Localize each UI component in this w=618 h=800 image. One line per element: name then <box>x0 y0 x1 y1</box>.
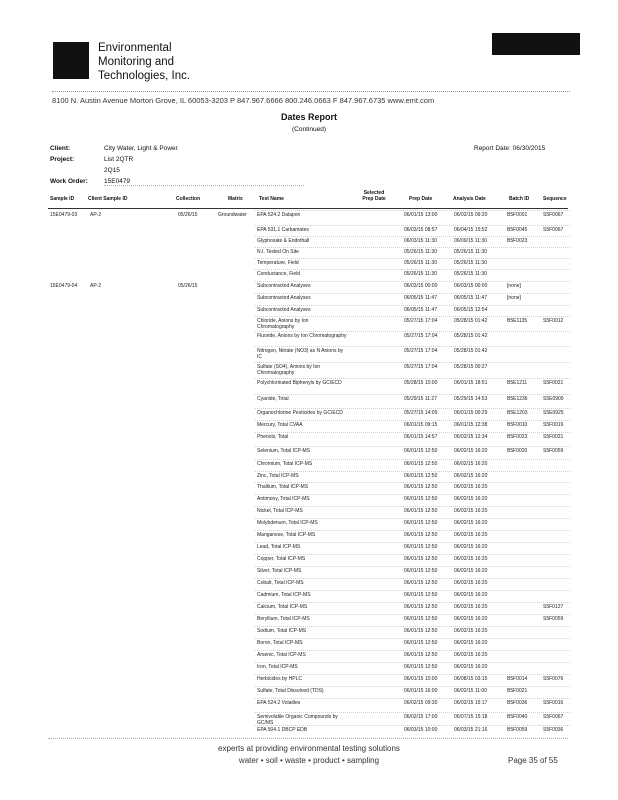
col-collection: Collection <box>176 196 201 202</box>
table-cell-analysis: 06/01/15 00:29 <box>454 410 488 416</box>
table-row-divider <box>255 420 570 421</box>
table-cell-test: Arsenic, Total ICP-MS <box>257 652 306 658</box>
table-cell-prep: 06/01/15 12:50 <box>404 664 438 670</box>
table-cell-test: N.I. Tested On Site <box>257 249 299 255</box>
table-cell-prep: 06/01/15 12:50 <box>404 592 438 598</box>
table-cell-prep: 06/02/15 09:30 <box>404 700 438 706</box>
company-name-line-3: Technologies, Inc. <box>98 70 191 82</box>
table-cell-test: Semivolatile Organic Compounds by GC/MS <box>257 714 338 726</box>
table-cell-prep: 05/26/15 11:30 <box>404 260 437 266</box>
table-cell-prep: 06/01/15 14:57 <box>404 434 438 440</box>
table-cell-test: Fluoride, Anions by Ion Chromatography <box>257 333 347 339</box>
table-cell-seq: S5E0909 <box>543 396 564 402</box>
project-label: Project: <box>50 156 75 163</box>
table-row-divider <box>255 362 570 363</box>
table-cell-prep: 05/27/15 17:04 <box>404 333 438 339</box>
col-batch-id: Batch ID <box>509 196 530 202</box>
table-row-divider <box>255 506 570 507</box>
table-cell-test: Subcontracted Analyses <box>257 307 311 313</box>
col-selected-prep-date: Selected Prep Date <box>362 190 386 202</box>
table-cell-batch: B5F0036 <box>507 700 528 706</box>
table-cell-analysis: 06/05/15 12:54 <box>454 307 488 313</box>
table-cell-test: Cobalt, Total ICP-MS <box>257 580 304 586</box>
table-cell-batch: B5E1203 <box>507 410 528 416</box>
table-cell-seq: S5F0021 <box>543 380 564 386</box>
table-cell-test: EPA 531.1 Carbamates <box>257 227 309 233</box>
report-title: Dates Report <box>280 112 337 122</box>
table-row-divider <box>255 590 570 591</box>
table-row-divider <box>255 725 570 726</box>
table-cell-collection: 05/26/15 <box>178 283 198 289</box>
table-cell-batch: B5F0023 <box>507 238 528 244</box>
table-cell-batch: [none] <box>507 283 521 289</box>
table-cell-prep: 05/27/15 17:04 <box>404 364 438 370</box>
table-cell-test: Chloride, Anions by Ion Chromatography <box>257 318 309 330</box>
table-cell-prep: 06/05/15 11:47 <box>404 307 437 313</box>
table-row-divider <box>255 471 570 472</box>
table-cell-sample-id: 15E0479-04 <box>50 283 78 289</box>
table-row-divider <box>255 482 570 483</box>
table-cell-seq: S5F0016 <box>543 700 564 706</box>
table-cell-prep: 05/28/15 10:00 <box>404 380 438 386</box>
table-row-divider <box>255 378 570 379</box>
table-cell-test: Sodium, Total ICP-MS <box>257 628 307 634</box>
table-cell-prep: 06/01/15 12:50 <box>404 556 438 562</box>
table-cell-analysis: 06/05/15 11:47 <box>454 295 487 301</box>
table-row-divider <box>255 281 570 282</box>
table-cell-prep: 06/01/15 12:50 <box>404 580 438 586</box>
table-cell-test: Calcium, Total ICP-MS <box>257 604 308 610</box>
table-cell-test: Phenols, Total <box>257 434 289 440</box>
table-cell-test: Zinc, Total ICP-MS <box>257 473 299 479</box>
table-row-divider <box>255 662 570 663</box>
work-order-divider <box>104 185 304 186</box>
table-row-divider <box>255 446 570 447</box>
table-cell-analysis: 05/26/15 11:30 <box>454 260 487 266</box>
work-order-label: Work Order: <box>50 178 88 185</box>
table-cell-batch: B5E1135 <box>507 318 528 324</box>
table-cell-test: Sulfate (SO4), Anions by Ion Chromatography <box>257 364 321 376</box>
table-cell-test: EPA 524.2 Dalapon <box>257 212 301 218</box>
table-cell-prep: 06/01/15 12:50 <box>404 616 438 622</box>
table-cell-analysis: 06/02/15 16:20 <box>454 508 488 514</box>
table-cell-batch: B5F0010 <box>507 422 528 428</box>
table-cell-analysis: 06/01/15 18:51 <box>454 380 488 386</box>
table-cell-analysis: 06/02/15 16:20 <box>454 652 488 658</box>
table-cell-prep: 05/26/15 11:30 <box>404 271 437 277</box>
table-row-divider <box>255 494 570 495</box>
table-cell-test: Lead, Total ICP-MS <box>257 544 301 550</box>
col-matrix: Matrix <box>228 196 243 202</box>
table-row-divider <box>255 712 570 713</box>
table-row-divider <box>255 530 570 531</box>
table-cell-prep: 06/03/15 08:57 <box>404 227 438 233</box>
table-cell-analysis: 06/07/15 15:18 <box>454 714 488 720</box>
report-subtitle: (Continued) <box>292 126 326 133</box>
table-cell-test: Manganese, Total ICP-MS <box>257 532 316 538</box>
table-cell-seq: S5F0059 <box>543 448 564 454</box>
table-cell-test: Selenium, Total ICP-MS <box>257 448 310 454</box>
work-order-value: 15E0479 <box>104 178 131 185</box>
table-cell-seq: S5F0067 <box>543 212 564 218</box>
table-row-divider <box>255 236 570 237</box>
report-date-value: 06/30/2015 <box>512 145 546 152</box>
table-cell-test: Sulfate, Total Dissolved (TDS) <box>257 688 324 694</box>
table-cell-client-sample-id: AP-2 <box>90 212 102 218</box>
col-sample-id: Sample ID <box>50 196 75 202</box>
table-cell-seq: S5F0067 <box>543 227 564 233</box>
company-name-line-1: Environmental <box>98 42 172 54</box>
table-cell-prep: 06/05/15 11:47 <box>404 295 437 301</box>
table-cell-test: Beryllium, Total ICP-MS <box>257 616 310 622</box>
table-row-divider <box>255 578 570 579</box>
table-cell-analysis: 06/03/15 21:16 <box>454 727 488 733</box>
table-cell-test: Subcontracted Analyses <box>257 283 311 289</box>
table-row-divider <box>255 331 570 332</box>
table-cell-test: Chromium, Total ICP-MS <box>257 461 313 467</box>
table-cell-analysis: 06/04/15 15:52 <box>454 227 488 233</box>
table-cell-analysis: 06/02/15 09:20 <box>454 212 488 218</box>
table-cell-seq: S5F0067 <box>543 714 564 720</box>
table-cell-matrix: Groundwater <box>218 212 247 218</box>
table-cell-analysis: 06/02/15 16:20 <box>454 556 488 562</box>
client-label: Client: <box>50 145 71 152</box>
table-cell-prep: 06/01/15 12:50 <box>404 532 438 538</box>
table-cell-prep: 06/01/15 12:50 <box>404 628 438 634</box>
table-cell-test: Thallium, Total ICP-MS <box>257 484 309 490</box>
table-row-divider <box>255 518 570 519</box>
table-cell-analysis: 06/02/15 16:20 <box>454 532 488 538</box>
table-row-divider <box>255 394 570 395</box>
table-cell-prep: 06/01/15 12:50 <box>404 448 438 454</box>
table-cell-analysis: 06/01/15 12:38 <box>454 422 488 428</box>
table-cell-analysis: 06/02/15 16:20 <box>454 520 488 526</box>
table-row-divider <box>255 698 570 699</box>
table-cell-analysis: 06/02/15 16:20 <box>454 604 488 610</box>
table-cell-analysis: 06/02/15 16:20 <box>454 592 488 598</box>
table-cell-analysis: 06/02/15 16:20 <box>454 568 488 574</box>
table-cell-seq: S5F0076 <box>543 676 564 682</box>
table-cell-analysis: 06/02/15 12:34 <box>454 434 488 440</box>
table-cell-batch: B5F0020 <box>507 448 528 454</box>
table-cell-analysis: 06/02/15 16:20 <box>454 580 488 586</box>
table-row-divider <box>255 566 570 567</box>
table-cell-test: EPA 524.2 Volatiles <box>257 700 301 706</box>
table-cell-prep: 06/01/15 12:50 <box>404 496 438 502</box>
table-cell-test: Silver, Total ICP-MS <box>257 568 302 574</box>
table-cell-prep: 05/27/15 17:04 <box>404 348 438 354</box>
table-cell-analysis: 06/02/15 16:20 <box>454 473 488 479</box>
col-client-sample-id: Client Sample ID <box>88 196 128 202</box>
table-cell-prep: 06/03/15 10:00 <box>404 727 438 733</box>
table-row-divider <box>255 305 570 306</box>
header-divider <box>48 208 568 209</box>
table-cell-analysis: 06/02/15 16:20 <box>454 484 488 490</box>
table-row-divider <box>255 408 570 409</box>
table-cell-prep: 06/01/15 12:50 <box>404 508 438 514</box>
table-cell-prep: 06/01/15 13:00 <box>404 212 438 218</box>
table-cell-batch: B5E1236 <box>507 396 528 402</box>
table-row-divider <box>255 602 570 603</box>
page-number: Page 35 of 55 <box>508 756 558 765</box>
table-cell-prep: 05/29/15 11:27 <box>404 396 437 402</box>
table-cell-batch: B5F0001 <box>507 212 528 218</box>
table-cell-prep: 06/01/15 12:50 <box>404 604 438 610</box>
table-cell-analysis: 05/28/15 00:27 <box>454 364 488 370</box>
table-cell-batch: B5F0045 <box>507 227 528 233</box>
company-address: 8100 N. Austin Avenue Morton Grove, IL 60053-3203 P 847.967.6666 800.246.0663 F 847.967.6735 www.emt.com <box>52 96 435 105</box>
table-cell-analysis: 06/02/15 16:20 <box>454 544 488 550</box>
footer-services: water • soil • waste • product • sampling <box>238 756 380 765</box>
table-row-divider <box>255 316 570 317</box>
table-cell-prep: 06/01/15 12:50 <box>404 473 438 479</box>
client-value: City Water, Light & Power <box>104 145 178 152</box>
table-cell-prep: 05/27/15 14:05 <box>404 410 438 416</box>
table-cell-prep: 06/01/15 12:50 <box>404 652 438 658</box>
table-cell-test: Iron, Total ICP-MS <box>257 664 298 670</box>
table-row-divider <box>255 269 570 270</box>
table-cell-test: Nitrogen, Nitrate (NO3) as N Anions by IC <box>257 348 344 360</box>
table-cell-test: Boron, Total ICP-MS <box>257 640 303 646</box>
table-cell-test: Mercury, Total CVAA <box>257 422 303 428</box>
table-cell-test: Copper, Total ICP-MS <box>257 556 306 562</box>
col-analysis-date: Analysis Date <box>453 196 486 202</box>
table-cell-test: Molybdenum, Total ICP-MS <box>257 520 318 526</box>
table-cell-prep: 06/01/15 12:50 <box>404 640 438 646</box>
table-row-divider <box>255 542 570 543</box>
table-cell-analysis: 06/02/15 16:20 <box>454 628 488 634</box>
report-date-label: Report Date: <box>474 145 511 152</box>
table-cell-analysis: 06/02/15 11:00 <box>454 688 487 694</box>
table-cell-seq: S5F0019 <box>543 422 564 428</box>
table-row-divider <box>255 638 570 639</box>
footer-divider <box>48 738 568 739</box>
col-prep-date: Prep Date <box>409 196 433 202</box>
table-cell-seq: S5E0925 <box>543 410 564 416</box>
table-cell-analysis: 05/26/15 11:30 <box>454 249 487 255</box>
table-cell-analysis: 05/28/15 01:42 <box>454 318 488 324</box>
table-cell-prep: 06/01/15 12:50 <box>404 484 438 490</box>
table-row-divider <box>255 459 570 460</box>
table-cell-batch: B5F0023 <box>507 434 528 440</box>
table-cell-prep: 06/01/15 12:50 <box>404 568 438 574</box>
table-cell-collection: 05/26/15 <box>178 212 198 218</box>
table-cell-batch: B5F0059 <box>507 727 528 733</box>
table-row-divider <box>255 346 570 347</box>
table-cell-analysis: 06/02/15 16:20 <box>454 461 488 467</box>
table-cell-client-sample-id: AP-2 <box>90 283 102 289</box>
table-cell-prep: 06/01/15 12:50 <box>404 544 438 550</box>
address-divider <box>52 91 570 92</box>
table-cell-analysis: 05/28/15 01:42 <box>454 333 488 339</box>
table-cell-prep: 06/03/15 11:30 <box>404 238 437 244</box>
table-cell-test: Nickel, Total ICP-MS <box>257 508 303 514</box>
table-cell-test: EPA 504.1 DBCP EDB <box>257 727 308 733</box>
table-cell-batch: B5F0040 <box>507 714 528 720</box>
table-cell-seq: S5F0036 <box>543 727 564 733</box>
table-cell-analysis: 05/29/15 14:53 <box>454 396 488 402</box>
footer-tagline: experts at providing environmental testing solutions <box>218 744 400 753</box>
table-row-divider <box>255 210 570 211</box>
table-cell-batch: [none] <box>507 295 521 301</box>
table-cell-analysis: 06/02/15 16:20 <box>454 640 488 646</box>
table-cell-batch: B5F0021 <box>507 688 528 694</box>
project-value-2: 2Q15 <box>104 167 120 174</box>
table-cell-prep: 06/01/15 09:15 <box>404 422 438 428</box>
table-cell-seq: S5F0059 <box>543 616 564 622</box>
table-cell-prep: 06/01/15 10:00 <box>404 676 438 682</box>
table-cell-test: Cadmium, Total ICP-MS <box>257 592 311 598</box>
table-cell-analysis: 06/09/15 11:30 <box>454 238 487 244</box>
table-row-divider <box>255 614 570 615</box>
table-cell-seq: S5F0127 <box>543 604 564 610</box>
col-sequence: Sequence <box>543 196 567 202</box>
table-cell-test: Conductance, Field <box>257 271 301 277</box>
table-cell-analysis: 06/03/15 00:00 <box>454 283 488 289</box>
table-cell-sample-id: 15E0479-03 <box>50 212 78 218</box>
table-row-divider <box>255 247 570 248</box>
table-row-divider <box>255 293 570 294</box>
table-cell-prep: 06/01/15 12:50 <box>404 520 438 526</box>
table-row-divider <box>255 650 570 651</box>
table-cell-prep: 06/01/15 16:00 <box>404 688 438 694</box>
company-name-line-2: Monitoring and <box>98 56 175 68</box>
table-cell-batch: B5F0014 <box>507 676 528 682</box>
table-cell-test: Herbicides by HPLC <box>257 676 303 682</box>
table-cell-test: Cyanide, Total <box>257 396 289 402</box>
table-cell-analysis: 06/02/15 16:20 <box>454 496 488 502</box>
table-cell-seq: S5F0012 <box>543 318 564 324</box>
table-cell-batch: B5E1211 <box>507 380 528 386</box>
project-value-1: List 2QTR <box>104 156 134 163</box>
table-cell-test: Temperature, Field <box>257 260 299 266</box>
table-cell-analysis: 06/02/15 16:20 <box>454 616 488 622</box>
table-cell-test: Glyphosate & Endothall <box>257 238 310 244</box>
table-cell-prep: 06/01/15 12:50 <box>404 461 438 467</box>
table-row-divider <box>255 674 570 675</box>
table-row-divider <box>255 626 570 627</box>
table-row-divider <box>255 225 570 226</box>
redaction-bar <box>492 33 580 55</box>
table-cell-prep: 06/02/15 17:00 <box>404 714 438 720</box>
table-cell-test: Antimony, Total ICP-MS <box>257 496 310 502</box>
report-date <box>474 145 545 152</box>
table-row-divider <box>255 258 570 259</box>
table-cell-test: Polychlorinated Biphenyls by GC/ECD <box>257 380 342 386</box>
table-cell-analysis: 06/08/15 03:15 <box>454 676 488 682</box>
table-cell-analysis: 05/28/15 01:42 <box>454 348 488 354</box>
table-cell-analysis: 06/02/15 16:20 <box>454 448 488 454</box>
table-cell-test: Subcontracted Analyses <box>257 295 311 301</box>
table-row-divider <box>255 432 570 433</box>
table-row-divider <box>255 686 570 687</box>
table-cell-analysis: 06/02/15 16:20 <box>454 664 488 670</box>
table-cell-prep: 05/26/15 11:30 <box>404 249 437 255</box>
col-test-name: Test Name <box>259 196 284 202</box>
table-row-divider <box>255 554 570 555</box>
table-cell-prep: 06/03/15 00:00 <box>404 283 438 289</box>
table-cell-analysis: 06/02/15 15:17 <box>454 700 488 706</box>
company-logo <box>53 42 89 79</box>
table-cell-prep: 05/27/15 17:04 <box>404 318 438 324</box>
table-cell-analysis: 05/26/15 11:30 <box>454 271 487 277</box>
table-cell-seq: S5F0021 <box>543 434 564 440</box>
table-cell-test: Organochlorine Pesticides by GC/ECD <box>257 410 343 416</box>
